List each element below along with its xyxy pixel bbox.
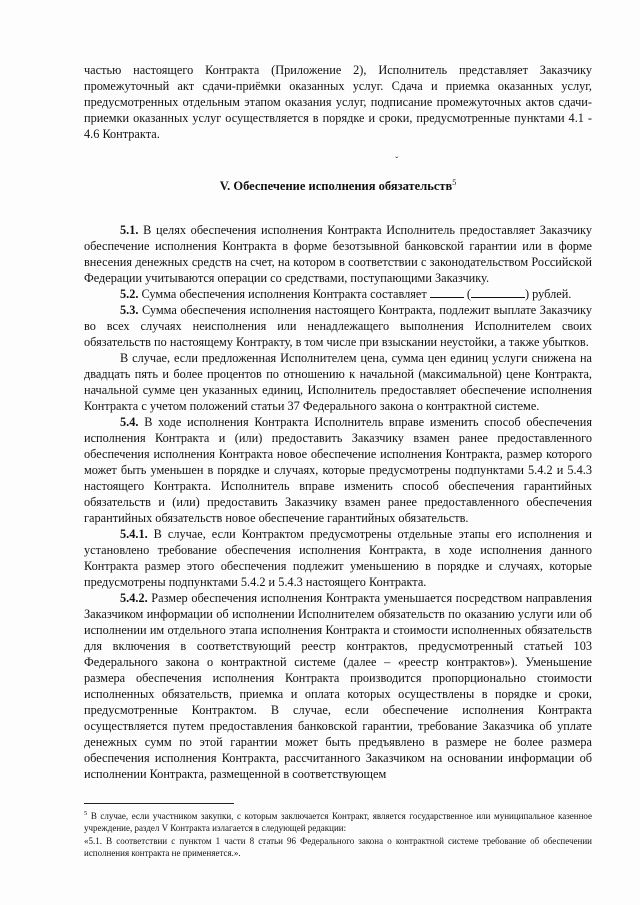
clause-number: 5.4.1. — [120, 527, 148, 541]
clause-text: ) рублей. — [525, 287, 572, 301]
section-footnote-ref: 5 — [452, 178, 457, 187]
footnote-separator — [84, 803, 234, 804]
clause-5-1 — [84, 222, 592, 286]
clause-text: Сумма обеспечения исполнения настоящего Контракта, подлежит выплате Заказчику во всех случаях неисполнения или ненадлежащего выполнения Исполнителем своих обязательств по настоящему Контракту, в том числе при взыскании неустойки, а также убытков. — [84, 303, 592, 349]
footnote-text: В случае, если участником закупки, с которым заключается Контракт, является государственное или муниципальное казенное учреждение, раздел V Контракта излагается в следующей редакции: — [84, 811, 592, 834]
amount-words-blank — [471, 287, 525, 298]
clause-text: ( — [463, 287, 472, 301]
clause-number: 5.1. — [120, 223, 139, 237]
clause-text: Сумма обеспечения исполнения Контракта составляет — [138, 287, 430, 301]
clause-5-4 — [84, 414, 592, 526]
price-reduction-paragraph: В случае, если предложенная Исполнителем цена, сумма цен единиц услуги снижена на двадцать пять и более процентов по отношению к начальной (максимальной) цене Контракта, начальной сумме цен указанных единиц, Исполнитель предоставляет обеспечение исполнения Контракта с учетом положений статьи 37 Федерального закона о контрактной системе. — [84, 351, 592, 413]
clause-number: 5.4.2. — [120, 591, 148, 605]
intro-text: частью настоящего Контракта (Приложение 2), Исполнитель представляет Заказчику промежуточный акт сдачи-приёмки оказанных услуг. Сдача и приемка оказанных услуг, предусмотренных отдельным этапом оказания услуг, подписание промежуточных актов сдачи-приемки оказанных услуг осуществляется в порядке и сроки, предусмотренные пунктами 4.1 - 4.6 Контракта. — [84, 63, 592, 141]
stray-mark: ˇ — [395, 156, 399, 167]
clause-number: 5.4. — [120, 415, 139, 429]
footnote-line-1 — [84, 808, 592, 835]
section-heading — [84, 178, 592, 194]
clause-text: В случае, если Контрактом предусмотрены отдельные этапы его исполнения и установлено требование обеспечения исполнения Контракта, в ходе исполнения данного Контракта размер этого обеспечения подлежит уменьшению в порядке и случаях, которые предусмотрены подпунктами 5.4.2 и 5.4.3 настоящего Контракта. — [84, 527, 592, 589]
clause-5-3 — [84, 302, 592, 350]
clause-text: Размер обеспечения исполнения Контракта уменьшается посредством направления Заказчиком информации об исполнении Исполнителем обязательств по оказанию услуги или об исполнении им отдельного этапа исполнения Контракта и стоимости исполненных обязательств для включения в соответствующий реестр контрактов, предусмотренный статьей 103 Федерального закона о контрактной системе (далее – «реестр контрактов»). Уменьшение размера обеспечения исполнения Контракта производится пропорционально стоимости исполненных обязательств, приемка и оплата которых осуществлены в порядке и сроки, предусмотренные Контрактом. В случае, если обеспечение исполнения Контракта осуществляется путем предоставления банковской гарантии, требование Заказчика об уплате денежных сумм по этой гарантии может быть предъявлено в размере не более размера обеспечения исполнения Контракта, рассчитанного Заказчиком на основании информации об исполнении Контракта, размещенной в соответствующем — [84, 591, 592, 781]
clause-number: 5.3. — [120, 303, 139, 317]
footnote — [84, 808, 592, 859]
clause-5-4-1 — [84, 526, 592, 590]
clause-text: В целях обеспечения исполнения Контракта Исполнитель предоставляет Заказчику обеспечение исполнения Контракта в форме безотзывной банковской гарантии или в форме внесения денежных средств на счет, на котором в соответствии с законодательством Российской Федерации учитываются операции со средствами, поступающими Заказчику. — [84, 223, 592, 285]
clause-text: В ходе исполнения Контракта Исполнитель вправе изменить способ обеспечения исполнения Контракта и (или) предоставить Заказчику взамен ранее предоставленного обеспечения исполнения Контракта новое обеспечение исполнения Контракта, размер которого может быть уменьшен в порядке и случаях, которые предусмотрены подпунктами 5.4.2 и 5.4.3 настоящего Контракта. Исполнитель вправе изменить способ обеспечения гарантийных обязательств и (или) предоставить Заказчику взамен ранее предоставленного обеспечения гарантийных обязательств новое обеспечение гарантийных обязательств. — [84, 415, 592, 525]
clause-5-4-2 — [84, 590, 592, 782]
clause-number: 5.2. — [120, 287, 139, 301]
intro-paragraph — [84, 62, 592, 142]
section-title: V. Обеспечение исполнения обязательств — [219, 179, 453, 194]
section-body — [84, 222, 592, 782]
footnote-number: 5 — [84, 810, 88, 817]
amount-blank — [430, 287, 464, 298]
footnote-line-2: «5.1. В соответствии с пунктом 1 части 8 статьи 96 Федерального закона о контрактной системе требование об обеспечении исполнения контракта не применяется.». — [84, 835, 592, 858]
clause-5-2 — [84, 286, 592, 302]
